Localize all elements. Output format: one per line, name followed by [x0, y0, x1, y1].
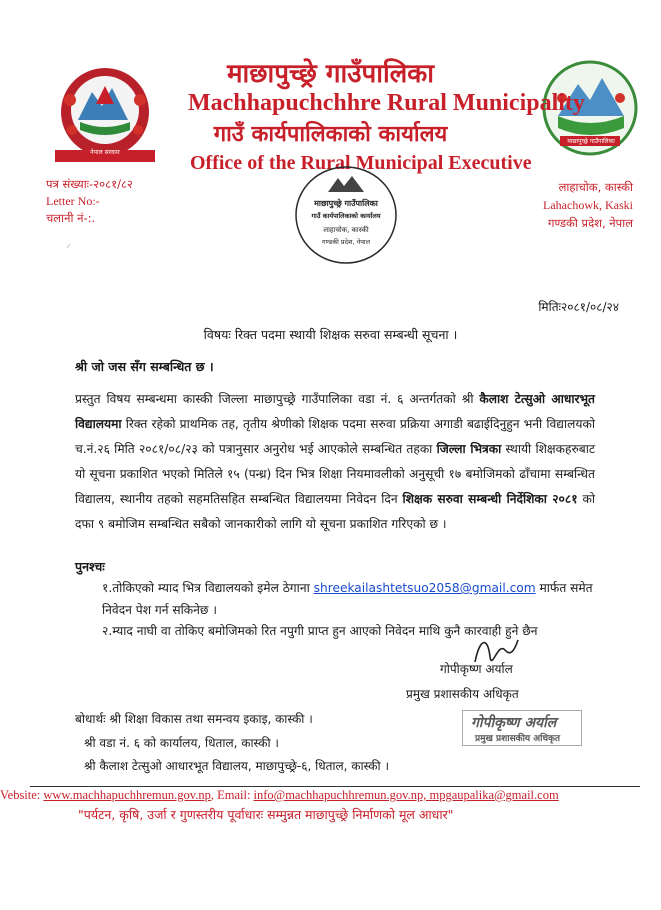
address-en-line: Lahachowk, Kaski [543, 198, 633, 212]
copy-to-item: श्री कैलाश टेत्सुओ आधारभूत विद्यालय, माछापुच्छ्रे-६, धिताल, कास्की । [84, 759, 389, 773]
letter-body [75, 387, 595, 537]
stamp-line2: गाउँ कार्यपालिकाको कार्यालय [311, 212, 381, 220]
letter-subject: विषयः रिक्त पदमा स्थायी शिक्षक सरुवा सम्बन्धी सूचना । [203, 327, 458, 342]
office-title-en: Office of the Rural Municipal Executive [190, 152, 532, 174]
office-stamp-icon [292, 162, 400, 268]
body-part4: को दफा ९ बमोजिम सम्बन्धित सबैको जानकारीको लागि यो सूचना प्रकाशित गरिएको छ । [75, 492, 595, 531]
school-name: कैलाश टेत्सुओ आधारभूत विद्यालयमा [75, 392, 595, 431]
email-label: , Email: [210, 788, 254, 802]
postscript-point-1 [102, 577, 612, 621]
school-email-link[interactable]: shreekailashtetsuo2058@gmail.com [313, 581, 536, 595]
municipality-title-np: माछापुच्छ्रे गाउँपालिका [226, 59, 435, 89]
address-block [543, 178, 633, 232]
office-title-np: गाउँ कार्यपालिकाको कार्यालय [213, 122, 448, 147]
point1-post: मार्फत समेत निवेदन पेश गर्न सकिनेछ । [102, 581, 593, 617]
signatory-name: गोपीकृष्ण अर्याल [440, 662, 513, 676]
postscript-point-2: २.म्याद नाघी वा तोकिए बमोजिमको रित नपुगी प्राप्त हुन आएको निवेदन माथि कुनै कारवाही हुने छैन [102, 624, 538, 638]
signatory-title: प्रमुख प्रशासकीय अधिकृत [406, 687, 519, 701]
point1-pre: १.तोकिएको म्याद भित्र विद्यालयको इमेल ठेगाना [102, 581, 314, 595]
copy-to-item: श्री वडा नं. ६ को कार्यालय, धिताल, कास्की । [84, 735, 279, 750]
chalani-no: चलानी नं-:. [46, 211, 96, 225]
reference-block [46, 176, 133, 227]
footer-divider [30, 786, 640, 787]
stamp-line3: लाहाचोक, कास्की [323, 226, 369, 234]
punascha-heading: पुनश्चः [75, 559, 105, 574]
address-np-line2: गण्डकी प्रदेश, नेपाल [547, 216, 633, 230]
logo-caption: माछापुच्छ्रे गाउँपालिका [567, 138, 615, 145]
body-part2: रिक्त रहेको प्राथमिक तह, तृतीय श्रेणीको शिक्षक पदमा सरुवा प्रक्रिया अगाडी बढाईदिनुहुन भनी विद्यालयको च.नं.२६ मिति २०८१/०८/२३ को पत्रानुसार अनुरोध भई आएकोले सम्बन्धित तहका [75, 417, 595, 456]
address-np-line1: लाहाचोक, कास्की [558, 180, 633, 194]
stamp-line4: गण्डकी प्रदेश, नेपाल [321, 238, 371, 246]
letter-date: मितिः२०८१/०८/२४ [538, 300, 619, 314]
footer-slogan: "पर्यटन, कृषि, उर्जा र गुणस्तरीय पूर्वाधारः सम्मुन्नत माछापुच्छ्रे निर्माणको मूल आधार" [78, 807, 454, 822]
stamp-title: प्रमुख प्रशासकीय अधिकृत [475, 734, 561, 744]
stamp-name: गोपीकृष्ण अर्याल [471, 715, 557, 731]
body-part3: स्थायी शिक्षकहरुबाट यो सूचना प्रकाशित भएको मितिले १५ (पन्ध्र) दिन भित्र शिक्षा नियमावलीको अनुसूची १७ बमोजिमको ढाँचामा सम्बन्धित विद्यालय, स्थानीय तहको सहमतिसहित सम्बन्धित विद्यालयमा निवेदन दिन [75, 442, 596, 506]
website-label: Vebsite: [0, 788, 44, 802]
copy-to-list [75, 708, 389, 779]
stamp-line1: माछापुच्छ्रे गाउँपालिका [314, 199, 378, 208]
municipality-title-en: Machhapuchchhre Rural Municipality [188, 90, 585, 116]
email-link[interactable]: info@machhapuchhremun.gov.np, mpgaupalika@gmail.com [253, 788, 559, 802]
district-phrase: जिल्ला भित्रका [436, 442, 502, 456]
name-stamp [462, 710, 582, 746]
copy-to-item: बोधार्थः श्री शिक्षा विकास तथा समन्वय इकाइ, कास्की । [75, 712, 313, 726]
letter-greeting: श्री जो जस सँग सम्बन्धित छ । [75, 359, 214, 374]
website-link[interactable]: www.machhapuchhremun.gov.np [43, 788, 211, 802]
body-part1: प्रस्तुत विषय सम्बन्धमा कास्की जिल्ला माछापुच्छ्रे गाउँपालिका वडा नं. ६ अन्तर्गतको श्री [75, 392, 480, 406]
patra-sankhya: पत्र संख्याः-२०८१/८२ [46, 177, 133, 191]
directive-name: शिक्षक सरुवा सम्बन्धी निर्देशिका २०८१ [402, 492, 578, 506]
emblem-caption: नेपाल सरकार [90, 149, 120, 156]
letter-no: Letter No:- [46, 194, 100, 208]
footer-contact [0, 788, 559, 803]
scan-mark: ⸝ [66, 239, 71, 250]
